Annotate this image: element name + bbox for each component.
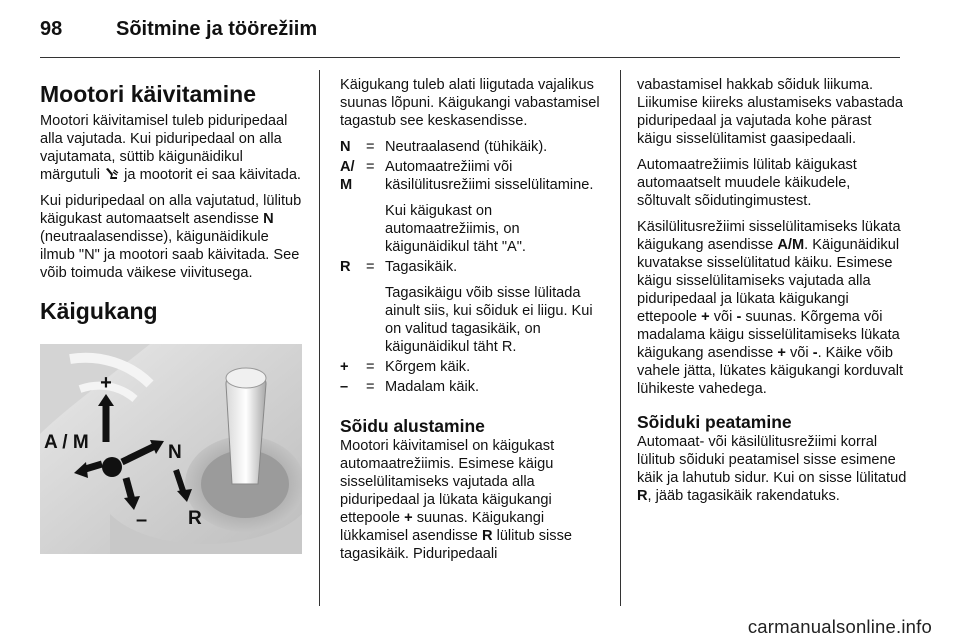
definition-equals: = [366,139,375,155]
heading-stopping: Sõiduki peatamine [637,412,792,432]
text-segment: või [789,345,809,361]
definition-row [340,358,608,376]
gear-lever-drawing [40,344,302,554]
definition-value: Madalam käik. [385,379,480,395]
definition-value: Automaatrežiimi või käsilülitusrežiimi sisselülitamine. [385,159,594,193]
text-segment: Automaat- või käsilülitusrežiimi korral lülitub sõiduki peatamisel sisse esimene käik ja lahutub sidur. Kui on sisse lülitatud [637,434,907,486]
page-number: 98 [40,18,63,40]
label-n: N [168,442,182,463]
definition-key: N [340,139,351,155]
bold-r: R [481,528,493,544]
label-am: A / M [44,432,89,453]
watermark: carmanualsonline.info [747,616,932,637]
chapter-title: Sõitmine ja töörežiim [116,18,318,40]
definition-note-r: Tagasikäigu võib sisse lülitada ainult siis, kui sõiduk ei liigu. Kui on valitud tagasikäik, on käigunäidikul täht R. [385,285,593,355]
definition-key: – [340,379,349,395]
definition-value: Neutraalasend (tühikäik). [385,139,548,155]
paragraph-gear-intro: Käigukang tuleb alati liigutada vajalikus suunas lõpuni. Käigukangi vabastamisel tagastub see keskasendisse. [340,77,600,129]
bold-am: A/M [777,237,805,253]
definition-value: Kõrgem käik. [385,359,471,375]
paragraph-engine-start-1 [40,112,305,184]
paragraph-engine-start-2 [40,192,305,282]
bold-r: R [637,488,648,504]
bold-plus: + [701,309,710,325]
label-plus: + [100,372,112,394]
definition-key: + [340,359,349,375]
text-segment: Käsilülitusrežiimi sisselülitamiseks lükata käigukang asendisse [637,219,901,253]
definition-key: A/ M [340,159,355,193]
definition-value: Tagasikäik. [385,259,458,275]
definition-key: R [340,259,351,275]
definition-row [340,158,608,194]
column-2 [340,76,608,571]
definition-equals: = [366,159,375,175]
bold-minus: - [812,345,818,361]
bold-plus: + [404,510,413,526]
text-segment: (neutraalasendisse), käigunäidikule ilmub "N" ja mootori saab käivitada. See võib toimuda väikese viivitusega. [40,229,300,281]
heading-engine-start: Mootori käivitamine [40,81,256,107]
text-segment: Kui piduripedaal on alla vajutatud, lülitub käigukast automaatselt asendisse [40,193,302,227]
definition-equals: = [366,259,375,275]
text-segment: . Käigunäidikul kuvatakse sisselülitatud käiku. Esimese käigu sisselülitamiseks vajutada alla piduripedaal ja lükata käigukangi ettepoole [637,237,900,325]
label-minus: – [136,509,148,531]
text-segment: suunas. Kõrgema või madalama käigu sisselülitamiseks lükata käigukang asendisse [637,309,900,361]
paragraph-automatic-mode: Automaatrežiimis lülitab käigukast automaatselt muudele käikudele, sõltuvalt sõidutingimustest. [637,157,857,209]
definition-note-am: Kui käigukast on automaatrežiimis, on käigunäidikul täht "A". [385,203,526,255]
text-segment: lülitub sisse tagasikäik. Piduripedaali [340,528,573,562]
text-segment: . Käike võib vahele jätta, lükates käigukangi korduvalt lühikeste vahedega. [637,345,904,397]
column-divider-2 [620,70,621,606]
definition-equals: = [366,379,375,395]
bold-plus: + [777,345,786,361]
text-segment: , jääb tagasikäik rakendatuks. [647,488,840,504]
brake-pedal-icon [104,167,120,181]
paragraph-continued: vabastamisel hakkab sõiduk liikuma. Liikumise kiireks alustamiseks vabastada piduripedaal ja vajutada kohe pärast käigu sisselülitamist gaasipedaali. [637,77,904,147]
header-divider [40,57,900,58]
heading-gear-lever: Käigukang [40,298,158,324]
paragraph-stopping [637,433,907,505]
column-3 [637,76,907,513]
text-segment: või [713,309,733,325]
definition-row [340,258,608,276]
definition-equals: = [366,359,375,375]
column-1 [40,76,305,554]
gear-lever-illustration [40,344,302,554]
heading-start-driving: Sõidu alustamine [340,416,485,436]
definition-row [340,138,608,156]
bold-n: N [263,211,274,227]
column-divider-1 [319,70,320,606]
paragraph-start-driving [340,437,608,563]
text-segment: suunas. Käigukangi lükkamisel asendisse [340,510,545,544]
bold-minus: - [736,309,742,325]
text-segment: Mootori käivitamisel on käigukast automaatrežiimis. Esimese käigu sisselülitamiseks vajutada alla piduripedaal ja lükata käigukangi ettepoole [340,438,555,526]
definition-row [340,378,608,396]
text-segment: ja mootorit ei saa käivitada. [124,167,301,183]
paragraph-manual-mode [637,218,907,398]
label-r: R [188,508,202,529]
text-segment: Mootori käivitamisel tuleb piduripedaal alla vajutada. Kui piduripedaal on alla vajutamata, süttib käigunäidikul märgutuli [40,113,288,183]
